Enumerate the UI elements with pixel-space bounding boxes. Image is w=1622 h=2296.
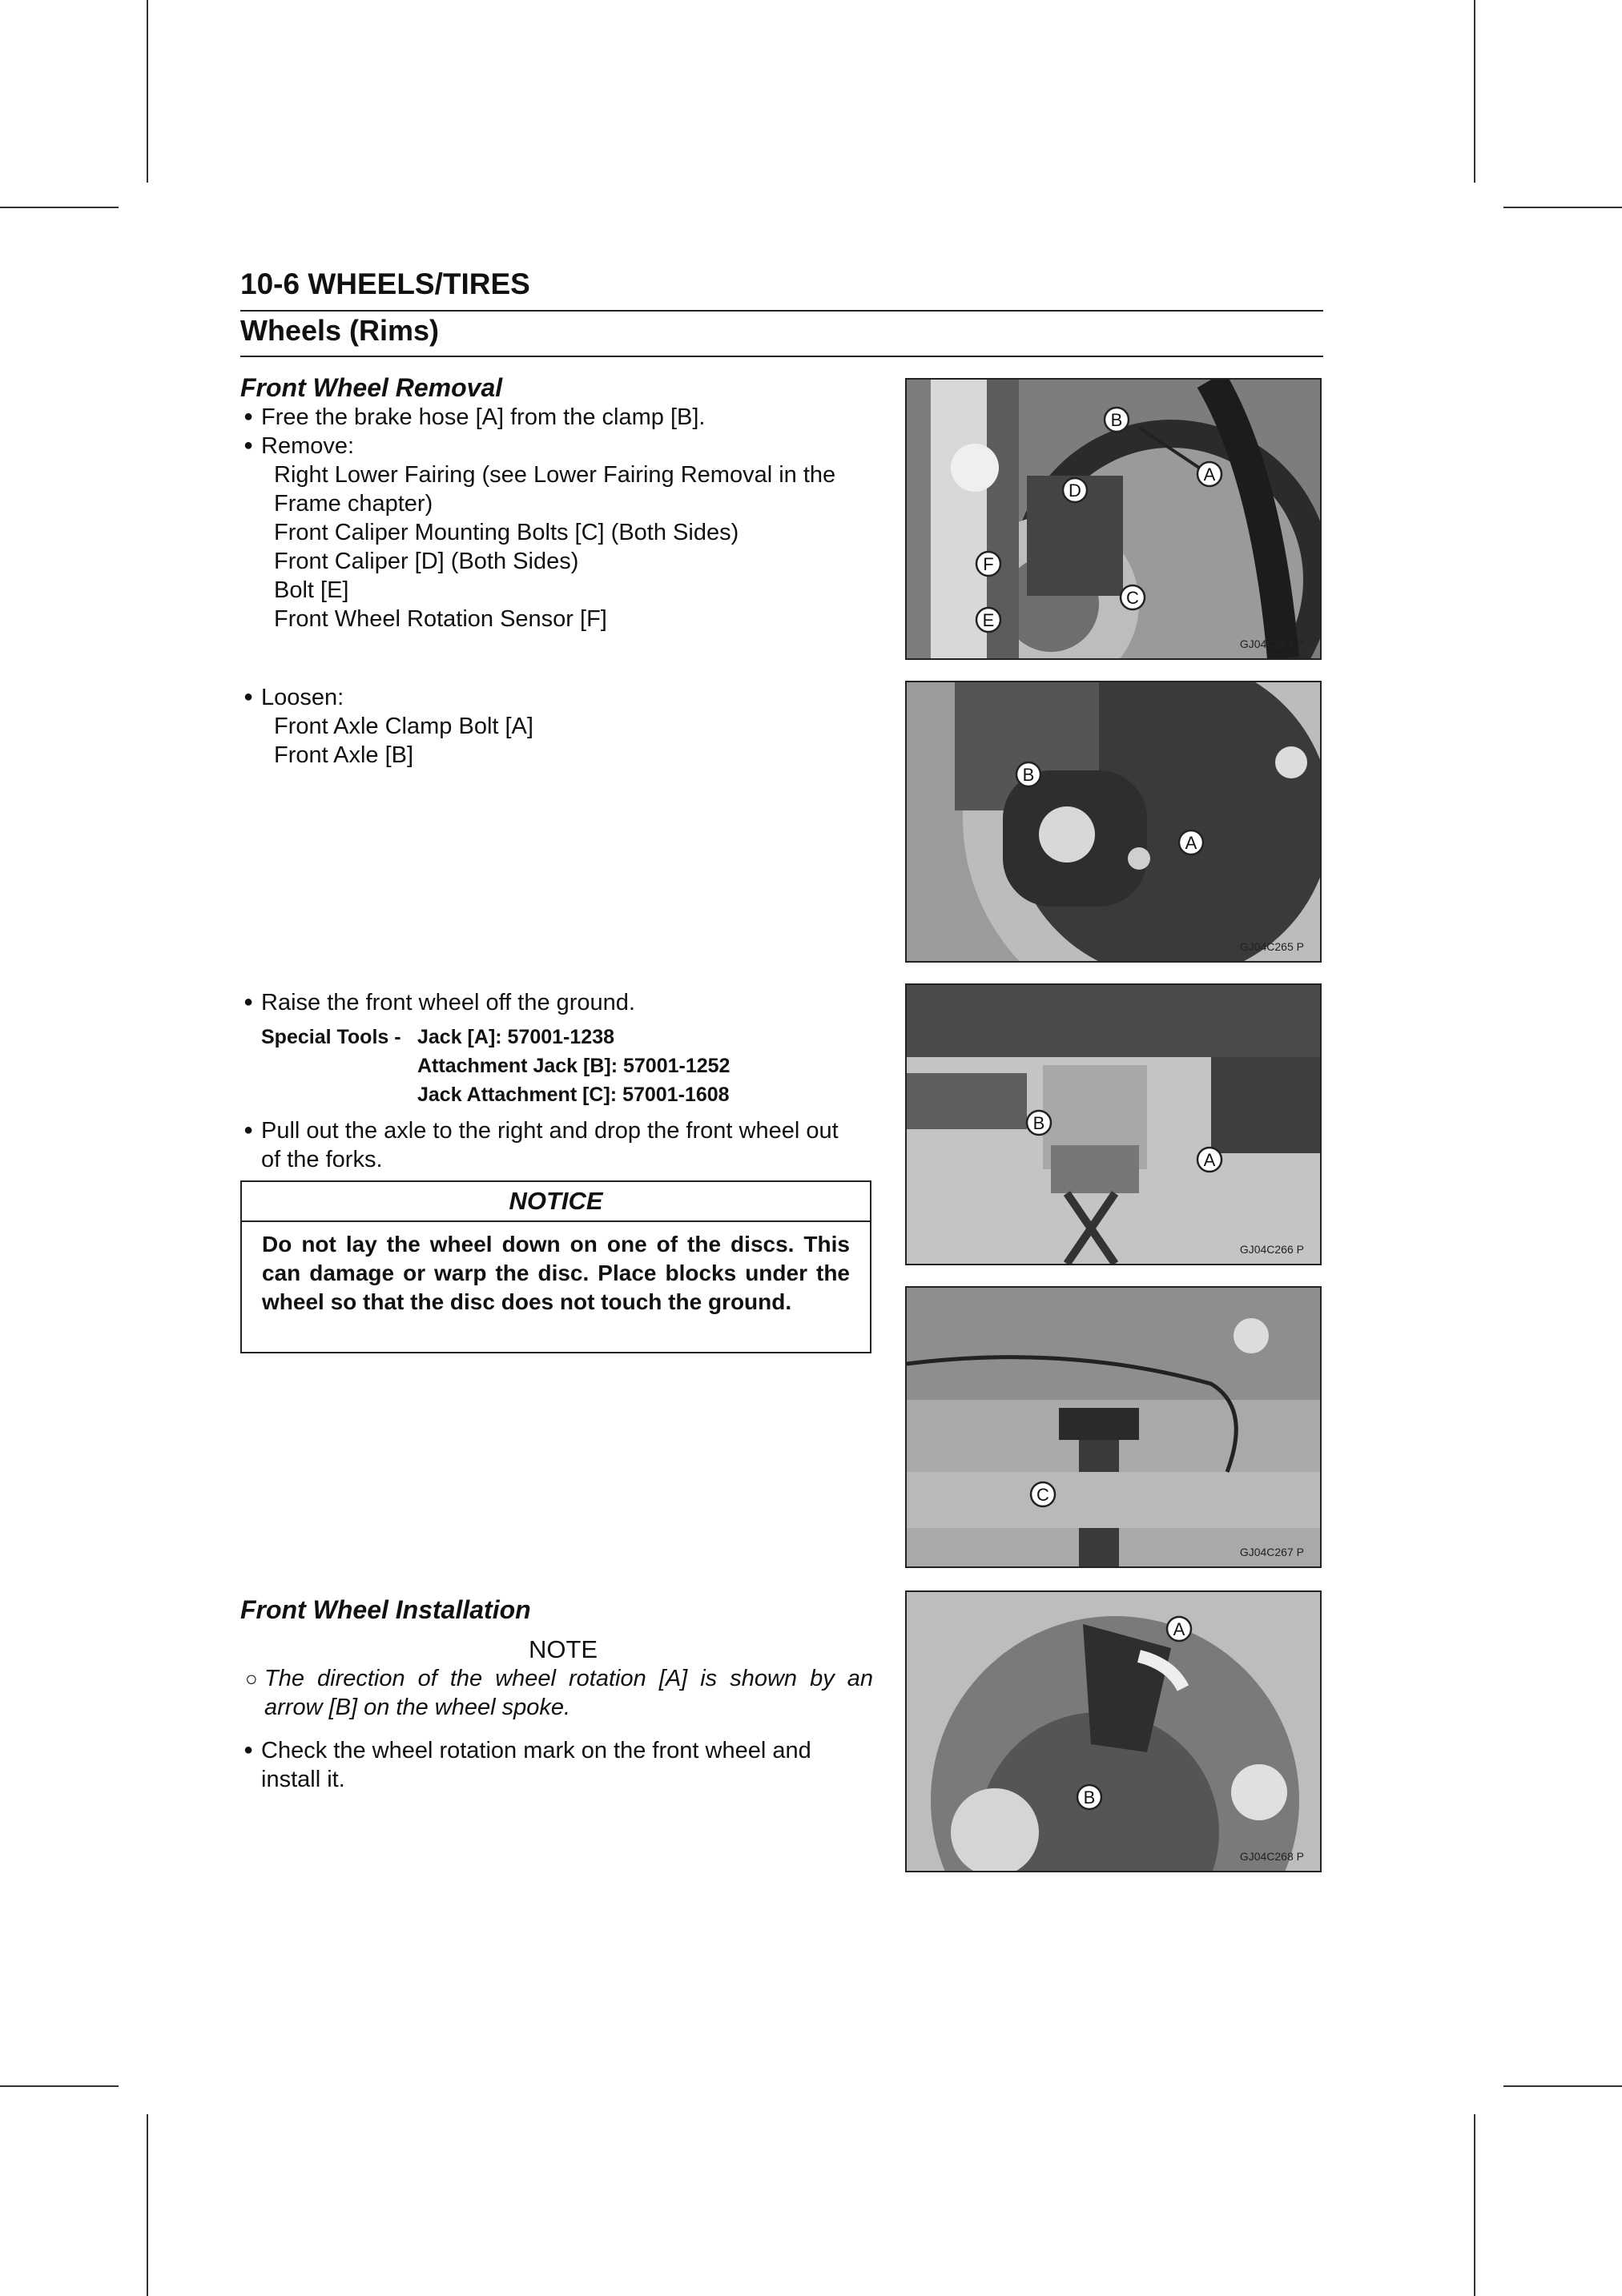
- installation-title: Front Wheel Installation: [240, 1595, 531, 1624]
- photo-rotation-mark: [905, 1590, 1322, 1872]
- special-tool: Jack [A]: 57001-1238: [417, 1026, 614, 1048]
- photo-code: GJ04C267 P: [1239, 1546, 1304, 1558]
- photo-front-caliper: [905, 378, 1322, 660]
- callout-label: B: [1032, 1113, 1045, 1133]
- page-header: 10-6 WHEELS/TIRES: [240, 267, 530, 300]
- crop-mark: [1503, 207, 1622, 208]
- photo-code: GJ04C264 P: [1239, 637, 1304, 650]
- installation-step-1: ● Check the wheel rotation mark on the front wheel and: [261, 1738, 811, 1764]
- loosen-item: Front Axle [B]: [274, 742, 414, 768]
- special-tool: Jack Attachment [C]: 57001-1608: [417, 1084, 730, 1106]
- removal-step-5-cont: of the forks.: [261, 1147, 383, 1172]
- removal-step-2: ● Remove:: [261, 433, 354, 460]
- header-rule: [240, 310, 1323, 312]
- removal-step-4: ● Raise the front wheel off the ground.: [261, 990, 635, 1016]
- callout-label: A: [1173, 1619, 1185, 1639]
- callout-label: F: [983, 554, 994, 574]
- notice-heading: NOTICE: [242, 1182, 870, 1222]
- crop-mark: [1474, 2114, 1475, 2296]
- remove-item: Front Caliper [D] (Both Sides): [274, 549, 579, 574]
- remove-item: Right Lower Fairing (see Lower Fairing Removal in the: [274, 462, 836, 488]
- note-heading: NOTE: [529, 1635, 598, 1663]
- crop-mark: [147, 2114, 148, 2296]
- callout-label: A: [1203, 1150, 1216, 1170]
- photo-jack: [905, 983, 1322, 1265]
- crop-mark: [147, 0, 148, 183]
- installation-step-1-cont: install it.: [261, 1767, 345, 1792]
- removal-step-3: ● Loosen:: [261, 685, 344, 711]
- section-rule: [240, 356, 1323, 357]
- callout-label: B: [1022, 765, 1035, 785]
- callout-label: E: [982, 610, 995, 630]
- callout-label: A: [1185, 833, 1197, 853]
- removal-step-5: ● Pull out the axle to the right and drop the front wheel out: [261, 1118, 839, 1144]
- special-tools-label: Special Tools -: [261, 1026, 401, 1048]
- photo-front-axle: [905, 681, 1322, 963]
- crop-mark: [0, 2085, 119, 2087]
- remove-item: Frame chapter): [274, 491, 433, 517]
- photo-code: GJ04C265 P: [1239, 940, 1304, 953]
- notice-text: Do not lay the wheel down on one of the discs. This can damage or warp the disc. Place blocks under the wheel so that the disc does not touch the ground.: [262, 1232, 850, 1314]
- crop-mark: [1503, 2085, 1622, 2087]
- removal-title: Front Wheel Removal: [240, 373, 503, 402]
- loosen-item: Front Axle Clamp Bolt [A]: [274, 714, 533, 739]
- crop-mark: [0, 207, 119, 208]
- notice-box: [240, 1180, 871, 1353]
- section-title: Wheels (Rims): [240, 314, 440, 347]
- note-text: ○ The direction of the wheel rotation [A] is shown by an arrow [B] on the wheel spoke.: [264, 1664, 873, 1722]
- photo-code: GJ04C266 P: [1239, 1243, 1304, 1256]
- remove-item: Front Wheel Rotation Sensor [F]: [274, 606, 607, 632]
- callout-label: C: [1126, 588, 1139, 608]
- callout-label: B: [1083, 1787, 1096, 1807]
- remove-item: Bolt [E]: [274, 577, 349, 603]
- photo-jack-attachment: [905, 1286, 1322, 1568]
- removal-step-1: ● Free the brake hose [A] from the clamp [B].: [261, 404, 705, 431]
- photo-code: GJ04C268 P: [1239, 1850, 1304, 1863]
- callout-label: A: [1203, 464, 1216, 485]
- special-tool: Attachment Jack [B]: 57001-1252: [417, 1055, 731, 1077]
- callout-label: B: [1110, 410, 1123, 430]
- remove-item: Front Caliper Mounting Bolts [C] (Both Sides): [274, 520, 739, 545]
- crop-mark: [1474, 0, 1475, 183]
- callout-label: D: [1069, 481, 1081, 501]
- callout-label: C: [1036, 1485, 1049, 1505]
